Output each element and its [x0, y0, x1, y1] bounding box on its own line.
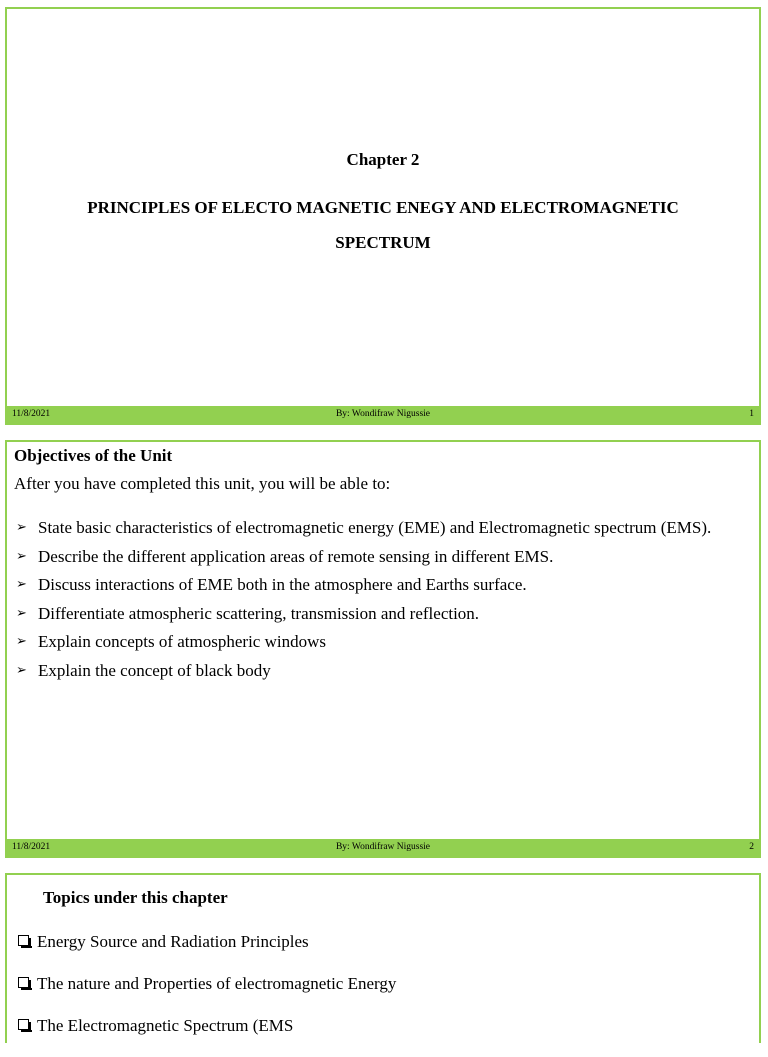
slide-footer [7, 406, 759, 423]
slide-3 [5, 873, 761, 1043]
footer-author: By: Wondifraw Nigussie [335, 842, 431, 852]
arrow-bullet-icon: ➢ [16, 605, 27, 621]
topic-item [17, 1015, 396, 1036]
objective-item [14, 517, 753, 538]
slide-1 [5, 7, 761, 425]
topic-text: The Electromagnetic Spectrum (EMS [37, 1016, 294, 1035]
objective-item [14, 574, 753, 595]
checkbox-bullet-icon [18, 1019, 29, 1030]
topics-heading: Topics under this chapter [43, 888, 228, 907]
chapter-title-line-2: SPECTRUM [335, 233, 431, 252]
objective-text: Differentiate atmospheric scattering, transmission and reflection. [38, 603, 480, 623]
arrow-bullet-icon: ➢ [16, 548, 27, 564]
arrow-bullet-icon: ➢ [16, 662, 27, 678]
objective-item [14, 660, 753, 681]
checkbox-bullet-icon [18, 977, 29, 988]
objective-item [14, 546, 753, 567]
footer-date: 11/8/2021 [12, 842, 51, 852]
chapter-title [27, 190, 739, 260]
objectives-list [14, 517, 753, 688]
objective-text: Describe the different application areas of remote sensing in different EMS. [38, 546, 554, 566]
footer-page-number: 2 [749, 842, 754, 852]
chapter-title-line-1: PRINCIPLES OF ELECTO MAGNETIC ENEGY AND ELECTROMAGNETIC [87, 198, 679, 217]
objective-text: State basic characteristics of electromagnetic energy (EME) and Electromagnetic spectrum (EMS). [38, 518, 712, 537]
objectives-intro: After you have completed this unit, you will be able to: [14, 474, 391, 493]
topic-item [17, 973, 396, 994]
arrow-bullet-icon: ➢ [16, 634, 27, 649]
objective-text: Discuss interactions of EME both in the atmosphere and Earths surface. [38, 575, 527, 594]
topic-item [17, 931, 396, 952]
objective-text: Explain the concept of black body [38, 660, 271, 680]
footer-page-number: 1 [749, 409, 754, 419]
objective-text: Explain concepts of atmospheric windows [38, 632, 326, 651]
topics-list [17, 931, 396, 1057]
arrow-bullet-icon: ➢ [16, 577, 27, 592]
footer-author: By: Wondifraw Nigussie [335, 409, 431, 419]
slide-footer [7, 839, 759, 856]
topic-text: The nature and Properties of electromagnetic Energy [37, 974, 397, 993]
footer-date: 11/8/2021 [12, 409, 51, 419]
chapter-label: Chapter 2 [346, 150, 420, 169]
objectives-heading: Objectives of the Unit [14, 446, 173, 465]
objective-item [14, 603, 753, 624]
checkbox-bullet-icon [18, 935, 29, 946]
slide-2 [5, 440, 761, 858]
topic-text: Energy Source and Radiation Principles [37, 932, 309, 951]
objective-item [14, 631, 753, 652]
arrow-bullet-icon: ➢ [16, 520, 27, 535]
